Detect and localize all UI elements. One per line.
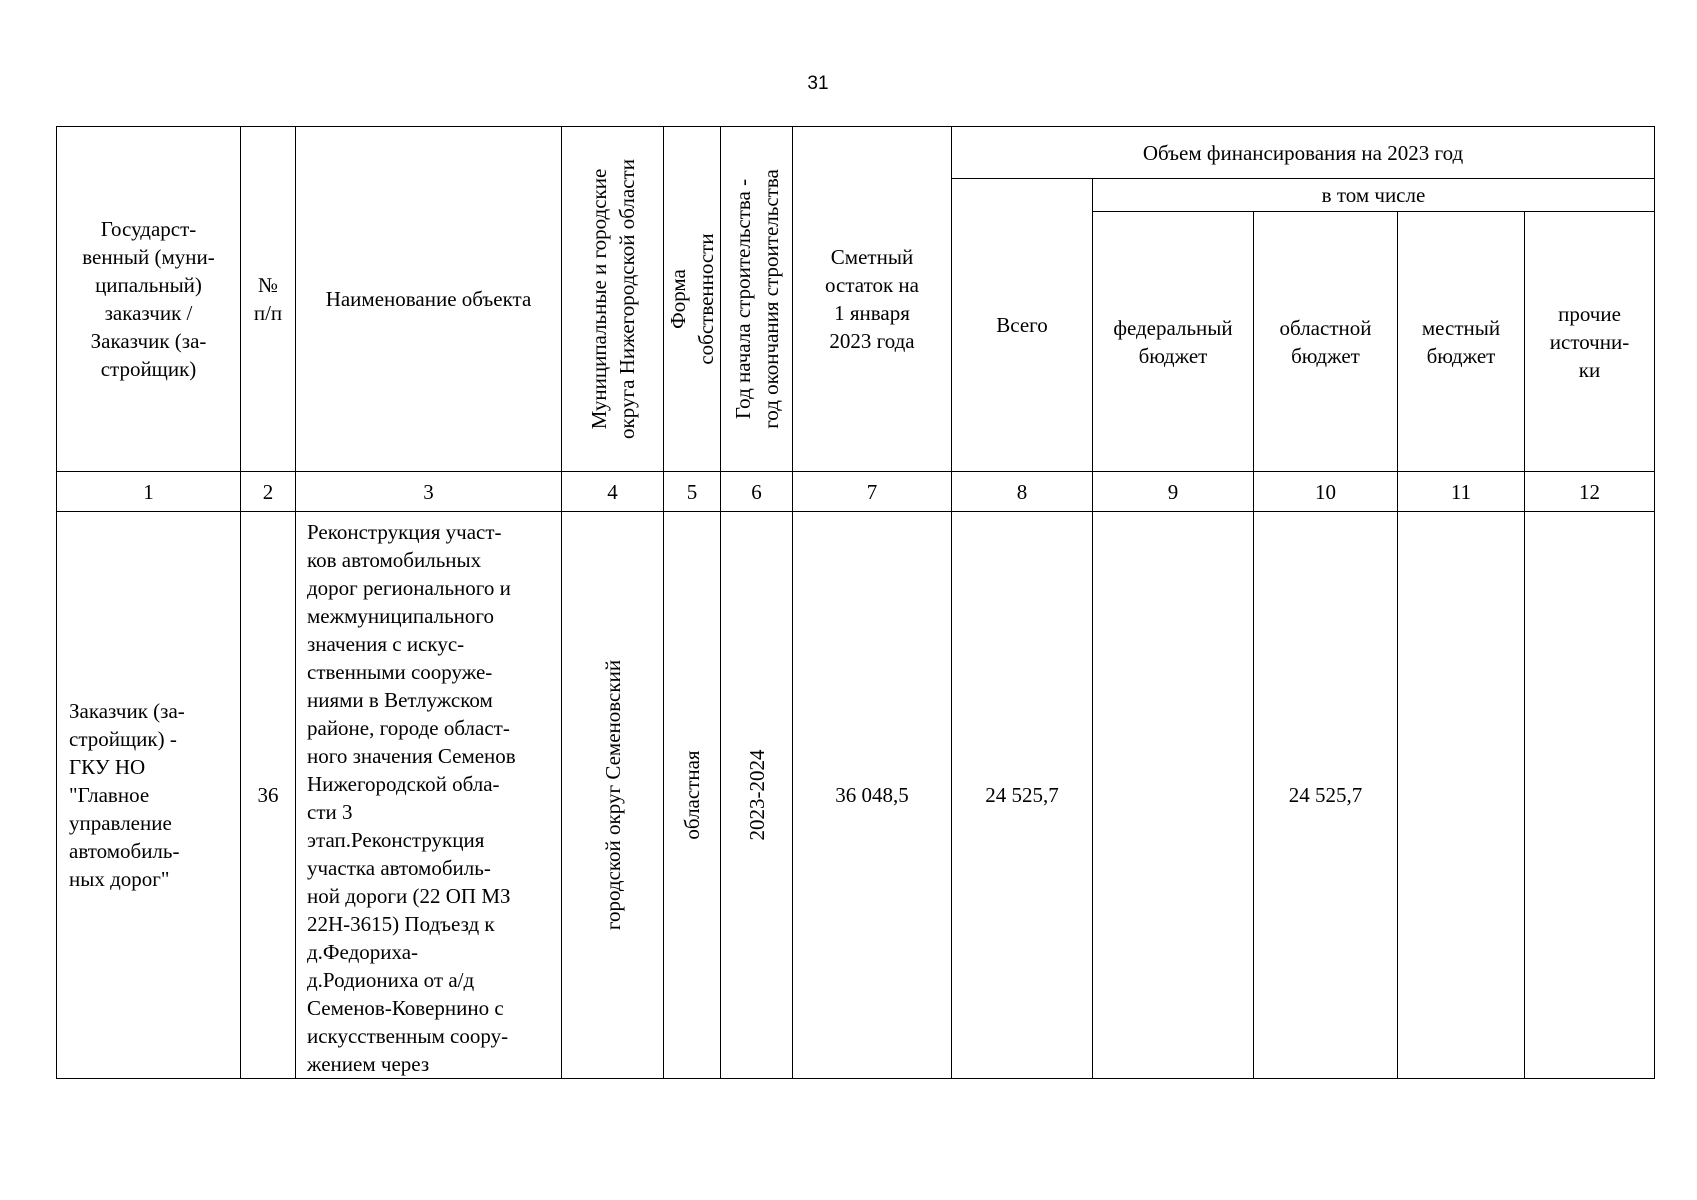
- column-number: 10: [1254, 472, 1398, 512]
- column-number: 1: [57, 472, 241, 512]
- header-ownership-text: Форма собственности: [666, 233, 718, 365]
- row-other: [1525, 512, 1655, 1079]
- row-municipality-text: городской округ Семеновский: [600, 659, 625, 931]
- header-ownership: [664, 127, 721, 472]
- row-local: [1398, 512, 1525, 1079]
- row-total: 24 525,7: [952, 512, 1093, 1079]
- column-number: 7: [793, 472, 952, 512]
- row-years: [721, 512, 793, 1079]
- column-number: 3: [296, 472, 562, 512]
- header-object-name: Наименование объекта: [296, 127, 562, 472]
- header-num: № п/п: [241, 127, 296, 472]
- header-local: местный бюджет: [1398, 212, 1525, 472]
- column-number-row: [57, 472, 1655, 512]
- row-ownership: [664, 512, 721, 1079]
- row-customer: Заказчик (за- стройщик) - ГКУ НО "Главное управление автомобиль- ных дорог": [57, 512, 241, 1079]
- header-municipality-text: Муниципальные и городские округа Нижегородской области: [586, 159, 639, 439]
- header-including: в том числе: [1093, 179, 1655, 212]
- page-number: 31: [807, 73, 829, 94]
- table-row: [57, 512, 1655, 1079]
- header-row-1: [57, 127, 1655, 179]
- header-total: Всего: [952, 179, 1093, 472]
- header-customer: Государст- венный (муни- ципальный) заказчик / Заказчик (за- стройщик): [57, 127, 241, 472]
- column-number: 4: [562, 472, 664, 512]
- header-other: прочие источни- ки: [1525, 212, 1655, 472]
- column-number: 9: [1093, 472, 1254, 512]
- row-municipality: [562, 512, 664, 1079]
- header-years-text: Год начала строительства - год окончания строительства: [730, 169, 783, 429]
- row-num: 36: [241, 512, 296, 1079]
- row-estimate-balance: 36 048,5: [793, 512, 952, 1079]
- row-ownership-text: областная: [680, 750, 704, 840]
- row-federal: [1093, 512, 1254, 1079]
- header-financing-group: Объем финансирования на 2023 год: [952, 127, 1655, 179]
- column-number: 8: [952, 472, 1093, 512]
- column-number: 11: [1398, 472, 1525, 512]
- financing-table: [56, 126, 1655, 1079]
- row-regional: 24 525,7: [1254, 512, 1398, 1079]
- header-regional: областной бюджет: [1254, 212, 1398, 472]
- row-object-name: Реконструкция участ- ков автомобильных дорог регионального и межмуниципального значения с искус- ственными сооруже- ниями в Ветлужском районе, городе област- ного значения Семенов Нижегородской обла- сти 3 этап.Реконструкция участка автомобиль- ной дороги (22 ОП МЗ 22Н-3615) Подъезд к д.Федориха- д.Родиониха от а/д Семенов-Ковернино с искусственным соору- жением через: [296, 512, 562, 1079]
- column-number: 12: [1525, 472, 1655, 512]
- column-number: 2: [241, 472, 296, 512]
- header-federal: федеральный бюджет: [1093, 212, 1254, 472]
- header-years: [721, 127, 793, 472]
- header-municipality: [562, 127, 664, 472]
- column-number: 6: [721, 472, 793, 512]
- header-estimate-balance: Сметный остаток на 1 января 2023 года: [793, 127, 952, 472]
- row-years-text: 2023-2024: [744, 749, 769, 841]
- column-number: 5: [664, 472, 721, 512]
